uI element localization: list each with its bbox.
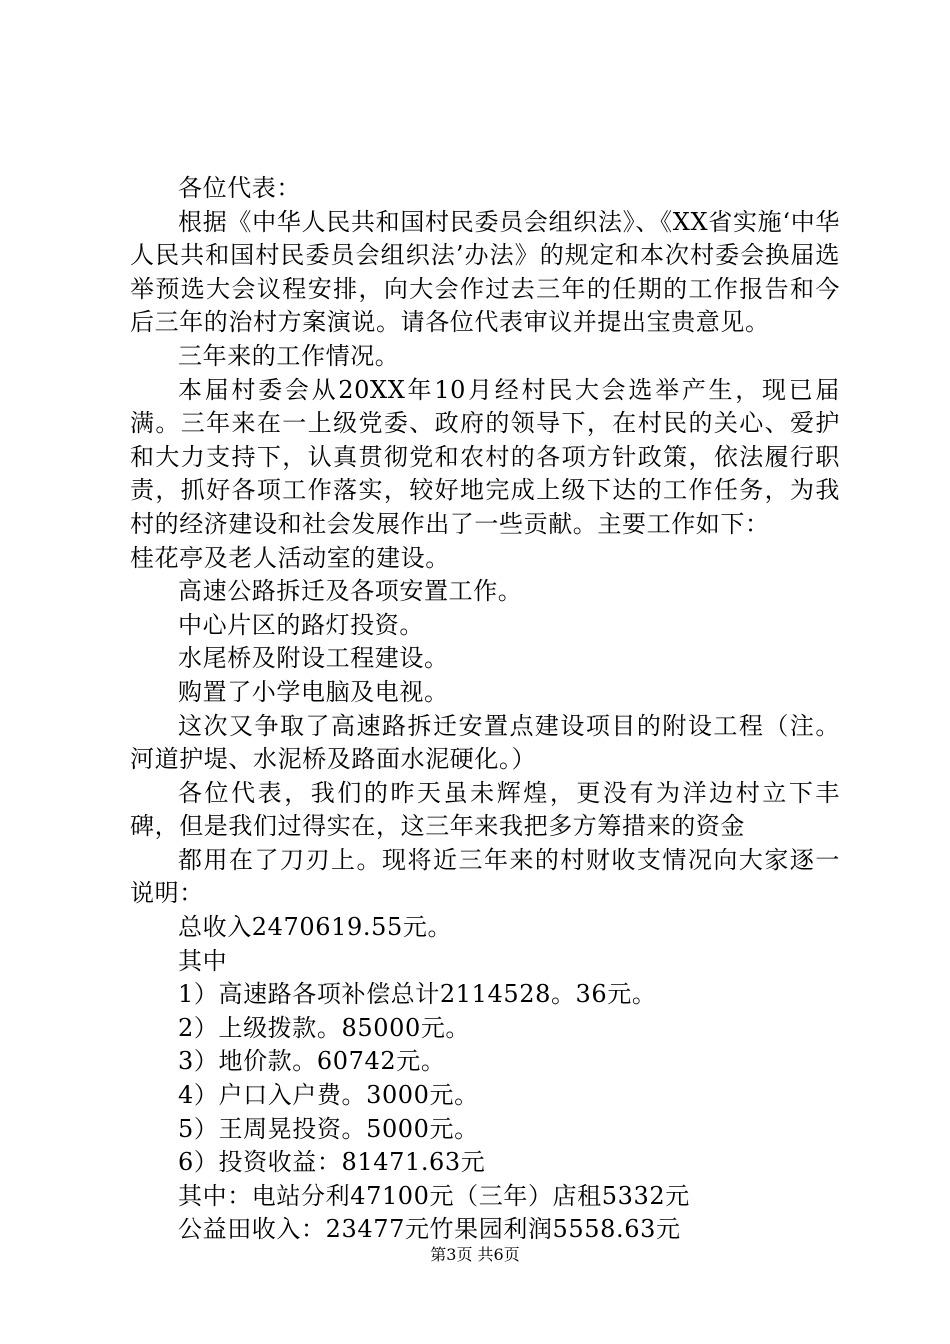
total-income-line: 总收入2470619.55元。 [178, 913, 453, 942]
work-summary-paragraph: 本届村委会从20XX年10月经村民大会选举产生，现已届满。三年来在一上级党委、政府的领导下，在村民的关心、爱护和大力支持下，认真贯彻党和农村的各项方针政策，依法履行职责，抓好各项工作落实，较好地完成上级下达的工作任务，为我村的经济建设和社会发展作出了一些贡献。主要工作如下： [130, 375, 840, 538]
income-item: 5）王周晃投资。5000元。 [178, 1114, 479, 1143]
breakdown-label: 其中 [178, 946, 228, 975]
income-item: 3）地价款。60742元。 [178, 1047, 446, 1076]
work-item: 水尾桥及附设工程建设。 [178, 644, 449, 673]
income-detail-line: 公益田收入：23477元竹果园利润5558.63元 [178, 1215, 681, 1244]
salutation: 各位代表： [178, 174, 301, 202]
income-detail-line: 其中：电站分利47100元（三年）店租5332元 [178, 1181, 690, 1210]
income-item: 1）高速路各项补偿总计2114528。36元。 [178, 980, 657, 1009]
work-item: 购置了小学电脑及电视。 [178, 677, 449, 706]
work-item: 中心片区的路灯投资。 [178, 610, 424, 639]
reflection-paragraph: 各位代表，我们的昨天虽未辉煌，更没有为洋边村立下丰碑，但是我们过得实在，这三年来我把多方筹措来的资金 [130, 778, 840, 841]
page-number: 第3页 共6页 [430, 1245, 520, 1264]
finance-intro-paragraph: 都用在了刀刃上。现将近三年来的村财收支情况向大家逐一说明： [130, 845, 840, 908]
section-heading: 三年来的工作情况。 [178, 341, 400, 370]
work-item: 这次又争取了高速路拆迁安置点建设项目的附设工程（注。河道护堤、水泥桥及路面水泥硬化。） [130, 711, 840, 774]
income-item: 6）投资收益：81471.63元 [178, 1148, 486, 1177]
work-item: 高速公路拆迁及各项安置工作。 [178, 577, 523, 606]
income-item: 4）户口入户费。3000元。 [178, 1081, 479, 1110]
work-item: 桂花亭及老人活动室的建设。 [130, 543, 450, 572]
document-body [130, 172, 840, 1247]
intro-paragraph: 根据《中华人民共和国村民委员会组织法》、《XX省实施‘中华人民共和国村民委员会组织法’办法》的规定和本次村委会换届选举预选大会议程安排，向大会作过去三年的任期的工作报告和今后三年的治村方案演说。请各位代表审议并提出宝贵意见。 [130, 207, 840, 337]
income-item: 2）上级拨款。85000元。 [178, 1013, 471, 1042]
